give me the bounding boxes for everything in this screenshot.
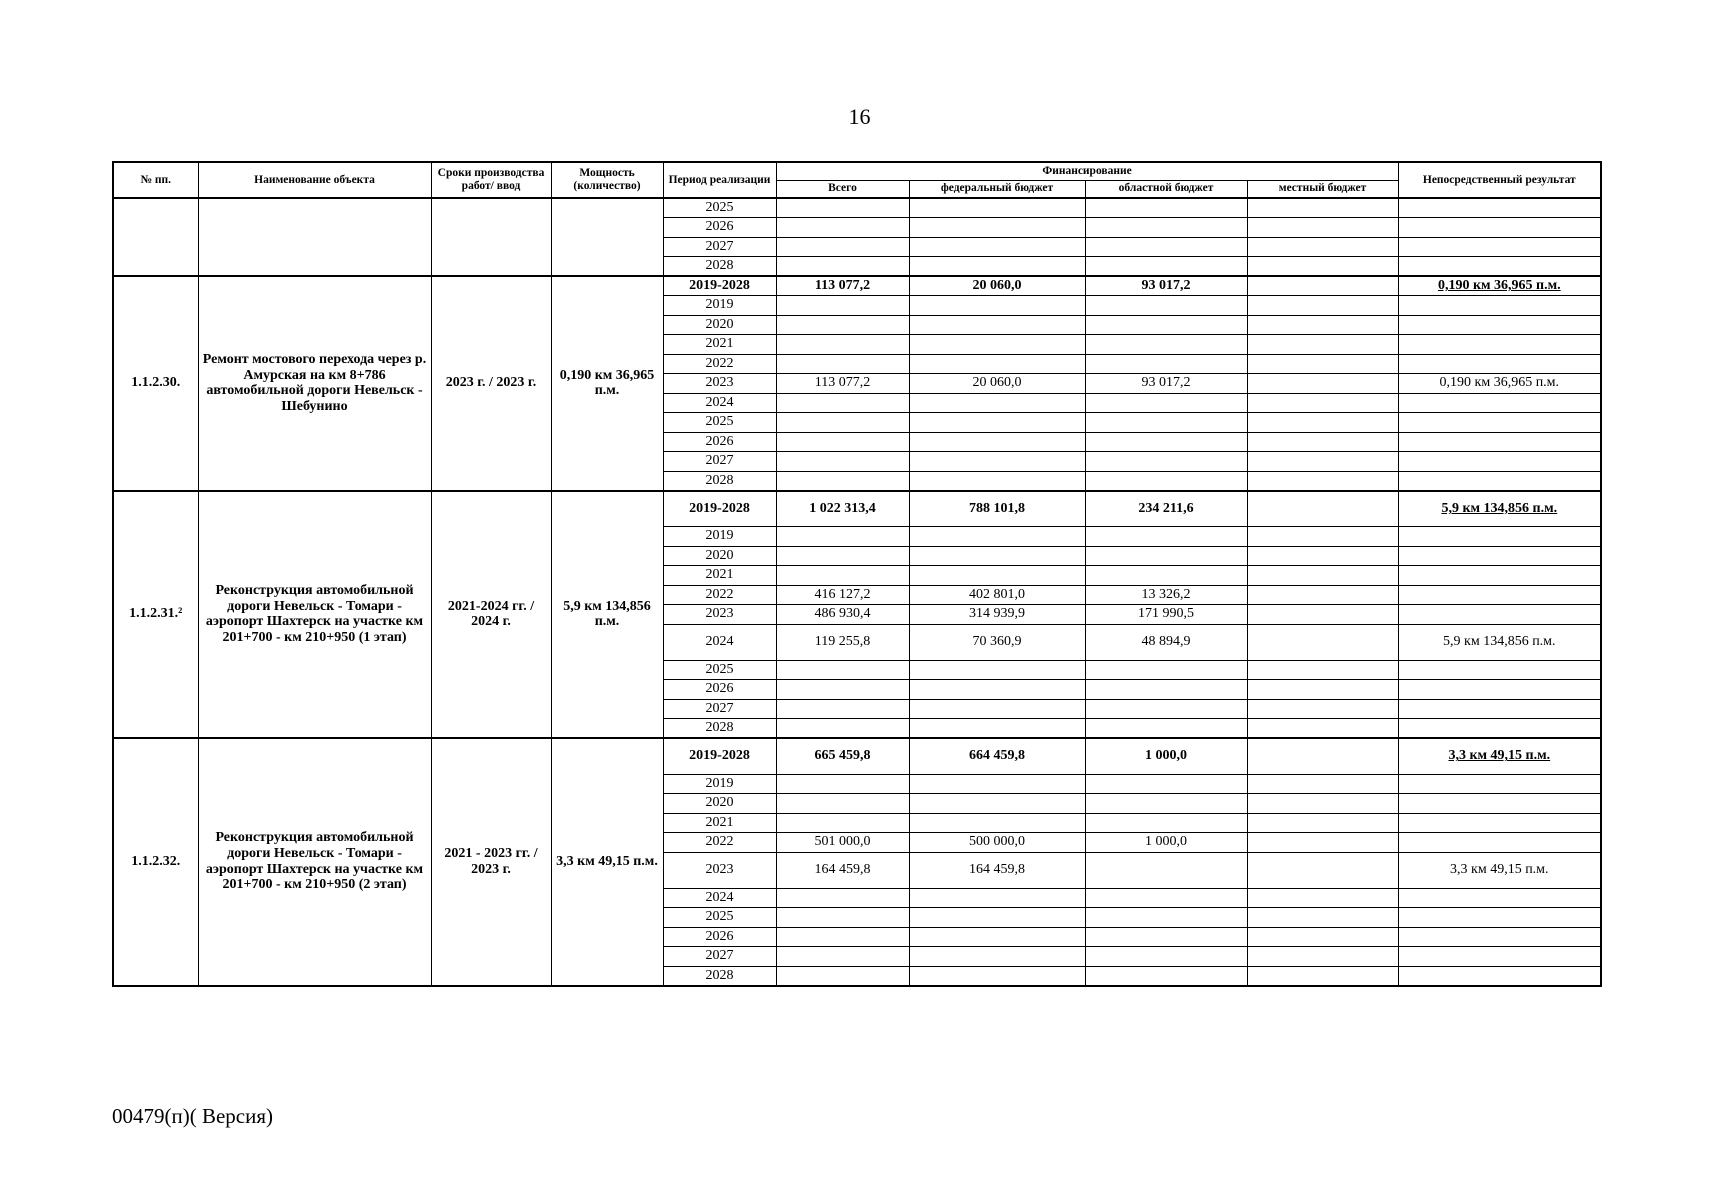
- regional-cell: [1085, 660, 1247, 680]
- regional-cell: 93 017,2: [1085, 276, 1247, 296]
- total-cell: 113 077,2: [776, 374, 909, 394]
- regional-cell: [1085, 296, 1247, 316]
- regional-cell: [1085, 719, 1247, 739]
- federal-cell: [909, 566, 1085, 586]
- table-row-total: [113, 491, 1601, 527]
- regional-cell: [1085, 813, 1247, 833]
- federal-cell: [909, 719, 1085, 739]
- regional-cell: [1085, 198, 1247, 218]
- total-cell: [776, 908, 909, 928]
- result-cell: [1398, 774, 1601, 794]
- period-cell: 2022: [663, 354, 776, 374]
- local-cell: [1247, 624, 1398, 660]
- federal-cell: [909, 296, 1085, 316]
- period-cell: 2027: [663, 452, 776, 472]
- federal-cell: [909, 774, 1085, 794]
- header-financing: Финансирование: [776, 162, 1398, 180]
- object-number: 1.1.2.32.: [113, 738, 198, 986]
- result-cell: [1398, 413, 1601, 433]
- table-row: [113, 198, 1601, 218]
- local-cell: [1247, 585, 1398, 605]
- total-cell: [776, 813, 909, 833]
- local-cell: [1247, 888, 1398, 908]
- result-cell: [1398, 432, 1601, 452]
- header-total: Всего: [776, 180, 909, 198]
- federal-cell: [909, 546, 1085, 566]
- local-cell: [1247, 738, 1398, 774]
- local-cell: [1247, 257, 1398, 277]
- period-cell: 2019-2028: [663, 738, 776, 774]
- regional-cell: 48 894,9: [1085, 624, 1247, 660]
- result-cell: [1398, 218, 1601, 238]
- financing-table: [112, 161, 1602, 987]
- regional-cell: [1085, 354, 1247, 374]
- total-cell: [776, 354, 909, 374]
- period-cell: 2021: [663, 335, 776, 355]
- federal-cell: [909, 413, 1085, 433]
- total-cell: [776, 719, 909, 739]
- period-cell: 2019: [663, 527, 776, 547]
- object-name: Реконструкция автомобильной дороги Невельск - Томари - аэропорт Шахтерск на участке км 201+700 - км 210+950 (1 этап): [198, 491, 431, 739]
- object-terms: 2023 г. / 2023 г.: [431, 276, 551, 491]
- result-cell: [1398, 794, 1601, 814]
- total-cell: [776, 237, 909, 257]
- result-cell: [1398, 699, 1601, 719]
- total-cell: [776, 315, 909, 335]
- total-cell: [776, 794, 909, 814]
- total-cell: 1 022 313,4: [776, 491, 909, 527]
- local-cell: [1247, 680, 1398, 700]
- regional-cell: [1085, 908, 1247, 928]
- regional-cell: 93 017,2: [1085, 374, 1247, 394]
- result-cell: 3,3 км 49,15 п.м.: [1398, 738, 1601, 774]
- result-cell: [1398, 888, 1601, 908]
- regional-cell: [1085, 852, 1247, 888]
- local-cell: [1247, 432, 1398, 452]
- period-cell: 2019: [663, 296, 776, 316]
- local-cell: [1247, 374, 1398, 394]
- period-cell: 2025: [663, 413, 776, 433]
- result-cell: [1398, 452, 1601, 472]
- period-cell: 2023: [663, 374, 776, 394]
- regional-cell: [1085, 566, 1247, 586]
- local-cell: [1247, 566, 1398, 586]
- page-number: 16: [848, 104, 871, 129]
- total-cell: [776, 198, 909, 218]
- local-cell: [1247, 471, 1398, 491]
- regional-cell: [1085, 335, 1247, 355]
- total-cell: [776, 927, 909, 947]
- regional-cell: [1085, 888, 1247, 908]
- period-cell: 2019-2028: [663, 491, 776, 527]
- federal-cell: 20 060,0: [909, 276, 1085, 296]
- period-cell: 2028: [663, 719, 776, 739]
- local-cell: [1247, 908, 1398, 928]
- total-cell: [776, 699, 909, 719]
- total-cell: 501 000,0: [776, 833, 909, 853]
- table-body: [113, 198, 1601, 986]
- total-cell: [776, 888, 909, 908]
- federal-cell: [909, 966, 1085, 986]
- total-cell: [776, 966, 909, 986]
- period-cell: 2028: [663, 966, 776, 986]
- regional-cell: 171 990,5: [1085, 605, 1247, 625]
- regional-cell: [1085, 471, 1247, 491]
- local-cell: [1247, 335, 1398, 355]
- period-cell: 2026: [663, 432, 776, 452]
- regional-cell: 1 000,0: [1085, 738, 1247, 774]
- object-capacity: 5,9 км 134,856 п.м.: [551, 491, 663, 739]
- federal-cell: [909, 432, 1085, 452]
- regional-cell: [1085, 393, 1247, 413]
- federal-cell: [909, 888, 1085, 908]
- total-cell: 665 459,8: [776, 738, 909, 774]
- federal-cell: 70 360,9: [909, 624, 1085, 660]
- federal-cell: [909, 947, 1085, 967]
- local-cell: [1247, 774, 1398, 794]
- total-cell: [776, 471, 909, 491]
- federal-cell: [909, 660, 1085, 680]
- federal-cell: [909, 794, 1085, 814]
- table-row-total: [113, 738, 1601, 774]
- header-capacity: Мощность (количество): [551, 162, 663, 198]
- local-cell: [1247, 794, 1398, 814]
- period-cell: 2026: [663, 218, 776, 238]
- object-name: Ремонт мостового перехода через р. Амурская на км 8+786 автомобильной дороги Невельск - Шебунино: [198, 276, 431, 491]
- federal-cell: [909, 354, 1085, 374]
- period-cell: 2023: [663, 852, 776, 888]
- result-cell: 5,9 км 134,856 п.м.: [1398, 491, 1601, 527]
- result-cell: 0,190 км 36,965 п.м.: [1398, 374, 1601, 394]
- period-cell: 2024: [663, 624, 776, 660]
- federal-cell: [909, 527, 1085, 547]
- federal-cell: 164 459,8: [909, 852, 1085, 888]
- result-cell: [1398, 719, 1601, 739]
- federal-cell: 664 459,8: [909, 738, 1085, 774]
- result-cell: 5,9 км 134,856 п.м.: [1398, 624, 1601, 660]
- period-cell: 2026: [663, 927, 776, 947]
- local-cell: [1247, 947, 1398, 967]
- period-cell: 2026: [663, 680, 776, 700]
- object-terms: 2021-2024 гг. / 2024 г.: [431, 491, 551, 739]
- result-cell: [1398, 605, 1601, 625]
- result-cell: [1398, 237, 1601, 257]
- header-regional: областной бюджет: [1085, 180, 1247, 198]
- table-row-total: [113, 276, 1601, 296]
- federal-cell: [909, 471, 1085, 491]
- capacity-cell: [551, 198, 663, 276]
- regional-cell: [1085, 237, 1247, 257]
- result-cell: [1398, 680, 1601, 700]
- federal-cell: 402 801,0: [909, 585, 1085, 605]
- federal-cell: [909, 908, 1085, 928]
- object-capacity: 0,190 км 36,965 п.м.: [551, 276, 663, 491]
- result-cell: [1398, 527, 1601, 547]
- local-cell: [1247, 719, 1398, 739]
- period-cell: 2020: [663, 315, 776, 335]
- regional-cell: [1085, 774, 1247, 794]
- result-cell: 0,190 км 36,965 п.м.: [1398, 276, 1601, 296]
- period-cell: 2028: [663, 471, 776, 491]
- regional-cell: [1085, 927, 1247, 947]
- total-cell: [776, 432, 909, 452]
- federal-cell: [909, 218, 1085, 238]
- regional-cell: [1085, 257, 1247, 277]
- regional-cell: [1085, 546, 1247, 566]
- federal-cell: [909, 927, 1085, 947]
- federal-cell: [909, 237, 1085, 257]
- local-cell: [1247, 354, 1398, 374]
- total-cell: [776, 774, 909, 794]
- name-cell: [198, 198, 431, 276]
- regional-cell: [1085, 966, 1247, 986]
- regional-cell: [1085, 432, 1247, 452]
- total-cell: [776, 680, 909, 700]
- regional-cell: [1085, 947, 1247, 967]
- federal-cell: 20 060,0: [909, 374, 1085, 394]
- total-cell: [776, 566, 909, 586]
- period-cell: 2025: [663, 908, 776, 928]
- header-federal: федеральный бюджет: [909, 180, 1085, 198]
- period-cell: 2024: [663, 393, 776, 413]
- period-cell: 2019-2028: [663, 276, 776, 296]
- result-cell: [1398, 660, 1601, 680]
- period-cell: 2022: [663, 585, 776, 605]
- local-cell: [1247, 198, 1398, 218]
- regional-cell: [1085, 315, 1247, 335]
- total-cell: 113 077,2: [776, 276, 909, 296]
- local-cell: [1247, 452, 1398, 472]
- period-cell: 2024: [663, 888, 776, 908]
- period-cell: 2022: [663, 833, 776, 853]
- total-cell: [776, 218, 909, 238]
- federal-cell: 500 000,0: [909, 833, 1085, 853]
- result-cell: [1398, 813, 1601, 833]
- local-cell: [1247, 218, 1398, 238]
- federal-cell: 314 939,9: [909, 605, 1085, 625]
- period-cell: 2020: [663, 546, 776, 566]
- total-cell: [776, 393, 909, 413]
- result-cell: [1398, 927, 1601, 947]
- federal-cell: [909, 680, 1085, 700]
- object-name: Реконструкция автомобильной дороги Невельск - Томари - аэропорт Шахтерск на участке км 201+700 - км 210+950 (2 этап): [198, 738, 431, 986]
- federal-cell: [909, 257, 1085, 277]
- total-cell: [776, 257, 909, 277]
- period-cell: 2020: [663, 794, 776, 814]
- local-cell: [1247, 546, 1398, 566]
- result-cell: [1398, 833, 1601, 853]
- num-cell: [113, 198, 198, 276]
- local-cell: [1247, 393, 1398, 413]
- total-cell: 486 930,4: [776, 605, 909, 625]
- total-cell: [776, 296, 909, 316]
- result-cell: [1398, 546, 1601, 566]
- header-result: Непосредственный результат: [1398, 162, 1601, 198]
- local-cell: [1247, 833, 1398, 853]
- header-terms: Сроки производства работ/ ввод: [431, 162, 551, 198]
- header-period: Период реализации: [663, 162, 776, 198]
- regional-cell: [1085, 699, 1247, 719]
- result-cell: [1398, 966, 1601, 986]
- result-cell: [1398, 354, 1601, 374]
- local-cell: [1247, 699, 1398, 719]
- period-cell: 2028: [663, 257, 776, 277]
- regional-cell: [1085, 680, 1247, 700]
- result-cell: [1398, 335, 1601, 355]
- total-cell: [776, 335, 909, 355]
- period-cell: 2027: [663, 699, 776, 719]
- federal-cell: [909, 335, 1085, 355]
- total-cell: 416 127,2: [776, 585, 909, 605]
- header-local: местный бюджет: [1247, 180, 1398, 198]
- total-cell: [776, 660, 909, 680]
- federal-cell: [909, 315, 1085, 335]
- regional-cell: [1085, 527, 1247, 547]
- object-number: 1.1.2.30.: [113, 276, 198, 491]
- period-cell: 2019: [663, 774, 776, 794]
- local-cell: [1247, 315, 1398, 335]
- total-cell: 119 255,8: [776, 624, 909, 660]
- federal-cell: [909, 198, 1085, 218]
- result-cell: [1398, 296, 1601, 316]
- object-capacity: 3,3 км 49,15 п.м.: [551, 738, 663, 986]
- total-cell: [776, 947, 909, 967]
- federal-cell: 788 101,8: [909, 491, 1085, 527]
- header-num: № пп.: [113, 162, 198, 198]
- local-cell: [1247, 813, 1398, 833]
- header-name: Наименование объекта: [198, 162, 431, 198]
- local-cell: [1247, 296, 1398, 316]
- local-cell: [1247, 660, 1398, 680]
- local-cell: [1247, 852, 1398, 888]
- local-cell: [1247, 927, 1398, 947]
- total-cell: [776, 413, 909, 433]
- period-cell: 2021: [663, 813, 776, 833]
- result-cell: [1398, 393, 1601, 413]
- total-cell: 164 459,8: [776, 852, 909, 888]
- period-cell: 2025: [663, 198, 776, 218]
- local-cell: [1247, 491, 1398, 527]
- object-number: 1.1.2.31.²: [113, 491, 198, 739]
- regional-cell: 13 326,2: [1085, 585, 1247, 605]
- regional-cell: 234 211,6: [1085, 491, 1247, 527]
- result-cell: 3,3 км 49,15 п.м.: [1398, 852, 1601, 888]
- local-cell: [1247, 413, 1398, 433]
- terms-cell: [431, 198, 551, 276]
- object-terms: 2021 - 2023 гг. / 2023 г.: [431, 738, 551, 986]
- local-cell: [1247, 966, 1398, 986]
- regional-cell: [1085, 413, 1247, 433]
- period-cell: 2027: [663, 237, 776, 257]
- period-cell: 2023: [663, 605, 776, 625]
- footer-version: ( Версия): [189, 1104, 274, 1128]
- regional-cell: 1 000,0: [1085, 833, 1247, 853]
- footer-code: 00479(п): [112, 1104, 190, 1128]
- result-cell: [1398, 908, 1601, 928]
- period-cell: 2027: [663, 947, 776, 967]
- total-cell: [776, 527, 909, 547]
- result-cell: [1398, 947, 1601, 967]
- total-cell: [776, 546, 909, 566]
- footer-document-code: [112, 1104, 273, 1129]
- regional-cell: [1085, 218, 1247, 238]
- period-cell: 2025: [663, 660, 776, 680]
- local-cell: [1247, 605, 1398, 625]
- period-cell: 2021: [663, 566, 776, 586]
- federal-cell: [909, 393, 1085, 413]
- federal-cell: [909, 699, 1085, 719]
- local-cell: [1247, 237, 1398, 257]
- regional-cell: [1085, 452, 1247, 472]
- local-cell: [1247, 527, 1398, 547]
- result-cell: [1398, 585, 1601, 605]
- result-cell: [1398, 315, 1601, 335]
- result-cell: [1398, 471, 1601, 491]
- federal-cell: [909, 452, 1085, 472]
- federal-cell: [909, 813, 1085, 833]
- local-cell: [1247, 276, 1398, 296]
- total-cell: [776, 452, 909, 472]
- result-cell: [1398, 198, 1601, 218]
- regional-cell: [1085, 794, 1247, 814]
- result-cell: [1398, 566, 1601, 586]
- result-cell: [1398, 257, 1601, 277]
